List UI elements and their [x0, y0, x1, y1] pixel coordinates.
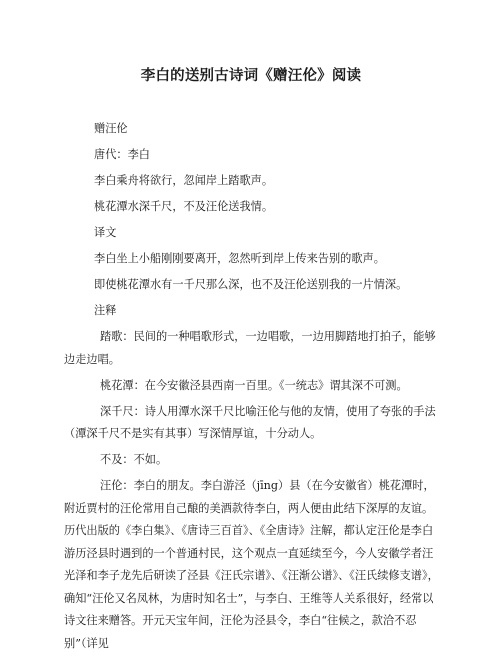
translation-line-2: 即使桃花潭水有一千尺那么深，也不及汪伦送别我的一片情深。	[94, 278, 408, 291]
note-tage: 踏歌：民间的一种唱歌形式，一边唱歌，一边用脚踏地打拍子，能够边走边唱。	[64, 330, 436, 366]
document-body	[64, 118, 442, 659]
note-shenqianchi: 深千尺：诗人用潭水深千尺比喻汪伦与他的友情，使用了夸张的手法（潭深千尺不是实有其事）写深情厚谊，十分动人。	[64, 404, 436, 440]
note-buji: 不及：不如。	[100, 453, 168, 466]
translation-line-1: 李白坐上小船刚刚要离开，忽然听到岸上传来告别的歌声。	[94, 252, 385, 265]
poem-author: 唐代：李白	[94, 148, 150, 161]
note-taohuatan: 桃花潭：在今安徽泾县西南一百里。《一统志》谓其深不可测。	[100, 378, 408, 392]
note-wanglun: 汪伦：李白的朋友。李白游泾（jīng）县（在今安徽省）桃花潭时，附近贾村的汪伦常用自己酿的美酒款待李白，两人便由此结下深厚的友谊。历代出版的《李白集》、《唐诗三百首》、《全唐诗》注解，都认定汪伦是李白游历泾县时遇到的一个普通村民，这个观点一直延续至今，今人安徽学者汪光泽和李子龙先后研读了泾县《汪氏宗谱》、《汪渐公谱》、《汪氏续修支谱》，确知“汪伦又名凤林，为唐时知名士”，与李白、王维等人关系很好，经常以诗文往来赠答。开元天宝年间，汪伦为泾县令，李白“往候之，款洽不忍别”（详见	[64, 479, 439, 650]
document-title: 李白的送别古诗词《赠汪伦》阅读	[140, 68, 362, 84]
translation-heading: 译文	[94, 226, 117, 239]
poem-line-2: 桃花潭水深千尺，不及汪伦送我情。	[94, 200, 274, 213]
poem-line-1: 李白乘舟将欲行，忽闻岸上踏歌声。	[94, 174, 274, 187]
poem-title: 赠汪伦	[94, 122, 128, 135]
notes-heading: 注释	[94, 304, 117, 317]
